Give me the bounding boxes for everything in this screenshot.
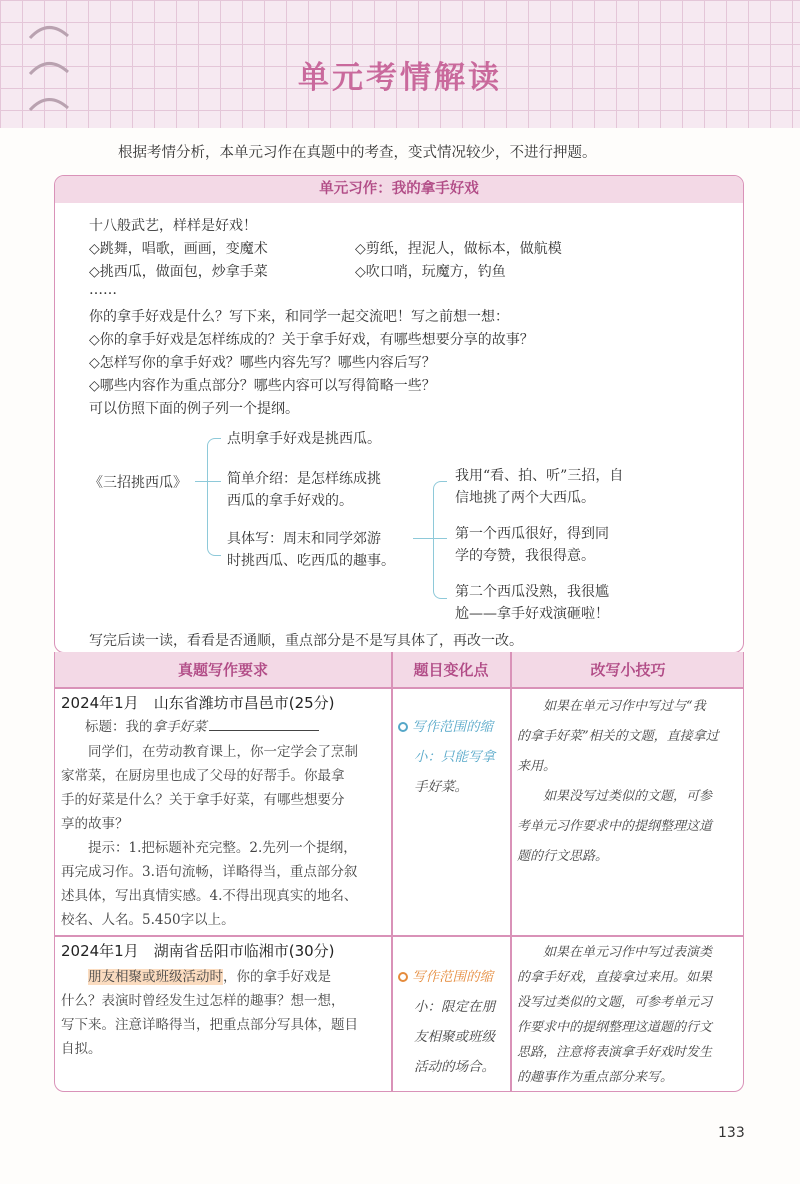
outline-branch-2: 简单介绍：是怎样练成挑 xyxy=(227,471,381,487)
tip-line: 思路，注意将表演拿手好戏时发生 xyxy=(517,1045,713,1060)
writing-line: ◇吹口哨，玩魔方，钓鱼 xyxy=(355,264,506,280)
outline-branch-2: 西瓜的拿手好戏的。 xyxy=(227,493,353,509)
writing-line: ◇哪些内容作为重点部分？哪些内容可以写得简略一些？ xyxy=(89,378,436,394)
writing-line: ◇你的拿手好戏是怎样练成的？关于拿手好戏，有哪些想要分享的故事？ xyxy=(89,332,534,348)
body-line: ，你的拿手好戏是 xyxy=(223,969,331,985)
tip-line: 如果没写过类似的文题，可参 xyxy=(517,789,713,804)
body-line: 同学们，在劳动教育课上，你一定学会了烹制 xyxy=(61,744,358,760)
outline-bracket xyxy=(207,438,221,556)
tip-line: 作要求中的提纲整理这道题的行文 xyxy=(517,1020,713,1035)
body-line: 手的好菜是什么？关于拿手好菜，有哪些想要分 xyxy=(61,792,345,808)
writing-line: ◇怎样写你的拿手好戏？哪些内容先写？哪些内容后写？ xyxy=(89,355,436,371)
tip-line: 没写过类似的文题，可参考单元习 xyxy=(517,995,713,1010)
writing-line: 你的拿手好戏是什么？写下来，和同学一起交流吧！写之前想一想： xyxy=(89,309,509,325)
tip-line: 的拿手好菜”相关的文题，直接拿过 xyxy=(517,729,719,744)
column-header: 题目变化点 xyxy=(392,652,510,688)
question-topic xyxy=(85,715,319,739)
outline-branch-1: 点明拿手好戏是挑西瓜。 xyxy=(227,431,381,447)
outline-connector xyxy=(413,538,433,539)
writing-line: 可以仿照下面的例子列一个提纲。 xyxy=(89,401,299,417)
column-header: 真题写作要求 xyxy=(55,652,391,688)
change-line: 写作范围的缩 xyxy=(412,969,493,985)
topic-prefix: 标题：我的 xyxy=(85,719,153,735)
writing-box-title: 单元习作：我的拿手好戏 xyxy=(55,176,743,203)
topic-blank-line xyxy=(209,730,319,731)
tip-line: 来用。 xyxy=(517,759,557,774)
outline-root: 《三招挑西瓜》 xyxy=(89,475,187,491)
writing-line: …… xyxy=(89,282,117,298)
intro-text: 根据考情分析，本单元习作在真题中的考查，变式情况较少，不进行押题。 xyxy=(118,145,597,161)
outline-detail-2: 第一个西瓜很好，得到同 xyxy=(455,526,609,542)
row-divider xyxy=(55,935,744,937)
body-line: 再完成习作。3.语句流畅，详略得当，重点部分叙 xyxy=(61,864,358,880)
change-point xyxy=(398,712,508,802)
outline-branch-3: 时挑西瓜、吃西瓜的趣事。 xyxy=(227,553,395,569)
question-body xyxy=(61,740,387,932)
change-line: 友相聚或班级 xyxy=(414,1029,495,1045)
change-line: 小：只能写拿 xyxy=(414,749,495,765)
tip-line: 的拿手好戏，直接拿过来用。如果 xyxy=(517,970,713,985)
change-line: 手好菜。 xyxy=(414,779,468,795)
page-title: 单元考情解读 xyxy=(298,60,502,96)
tip-line: 如果在单元习作中写过表演类 xyxy=(517,945,713,960)
outline-branch-3: 具体写：周末和同学郊游 xyxy=(227,531,381,547)
writing-line: ◇跳舞，唱歌，画画，变魔术 xyxy=(89,241,268,257)
column-header: 改写小技巧 xyxy=(511,652,744,688)
writing-task-box xyxy=(54,175,744,653)
change-line: 写作范围的缩 xyxy=(412,719,493,735)
rewrite-tips xyxy=(517,940,743,1090)
tip-line: 如果在单元习作中写过与“我 xyxy=(517,699,706,714)
tip-line: 的趣事作为重点部分来写。 xyxy=(517,1070,674,1085)
column-divider xyxy=(391,652,393,1092)
writing-line: ◇挑西瓜，做面包，炒拿手菜 xyxy=(89,264,268,280)
outline-connector xyxy=(195,481,207,482)
body-line: 写下来。注意详略得当，把重点部分写具体，题目 xyxy=(61,1017,358,1033)
outline-detail-3: 尬——拿手好戏演砸啦！ xyxy=(455,606,609,622)
column-divider xyxy=(510,652,512,1092)
outline-bracket xyxy=(433,481,447,599)
change-line: 活动的场合。 xyxy=(414,1059,495,1075)
body-line: 自拟。 xyxy=(61,1041,102,1057)
body-line: 家常菜，在厨房里也成了父母的好帮手。你最拿 xyxy=(61,768,345,784)
outline-detail-1: 信地挑了两个大西瓜。 xyxy=(455,490,595,506)
tip-line: 考单元习作要求中的提纲整理这道 xyxy=(517,819,713,834)
row-divider xyxy=(55,687,744,689)
writing-line: 十八般武艺，样样是好戏！ xyxy=(89,218,257,234)
body-line: 享的故事？ xyxy=(61,816,129,832)
tip-line: 题的行文思路。 xyxy=(517,849,609,864)
outline-detail-1: 我用“看、拍、听”三招，自 xyxy=(455,468,624,484)
body-line: 提示：1.把标题补充完整。2.先列一个提纲， xyxy=(61,840,357,856)
rewrite-tips xyxy=(517,692,743,872)
outline-detail-3: 第二个西瓜没熟，我很尴 xyxy=(455,584,609,600)
outline-connector xyxy=(433,538,447,539)
body-line: 什么？表演时曾经发生过怎样的趣事？想一想， xyxy=(61,993,345,1009)
body-line: 述具体，写出真情实感。4.不得出现真实的地名、 xyxy=(61,888,358,904)
page-number: 133 xyxy=(718,1125,745,1141)
question-title: 2024年1月 山东省潍坊市昌邑市(25分) xyxy=(61,694,335,712)
bullet-circle-icon xyxy=(398,722,408,732)
writing-line: ◇剪纸，捏泥人，做标本，做航模 xyxy=(355,241,562,257)
outline-detail-2: 学的夸赞，我很得意。 xyxy=(455,548,595,564)
body-line: 校名、人名。5.450字以上。 xyxy=(61,912,235,928)
exam-table xyxy=(54,652,744,1092)
topic-handwritten: 拿手好菜 xyxy=(152,719,207,735)
outline-connector xyxy=(207,481,221,482)
highlighted-text: 朋友相聚或班级活动时 xyxy=(88,969,223,985)
writing-footer: 写完后读一读，看看是否通顺，重点部分是不是写具体了，再改一改。 xyxy=(89,633,523,649)
question-title: 2024年1月 湖南省岳阳市临湘市(30分) xyxy=(61,942,335,960)
change-line: 小：限定在朋 xyxy=(414,999,495,1015)
bullet-circle-icon xyxy=(398,972,408,982)
change-point xyxy=(398,962,508,1082)
question-body xyxy=(61,965,387,1061)
